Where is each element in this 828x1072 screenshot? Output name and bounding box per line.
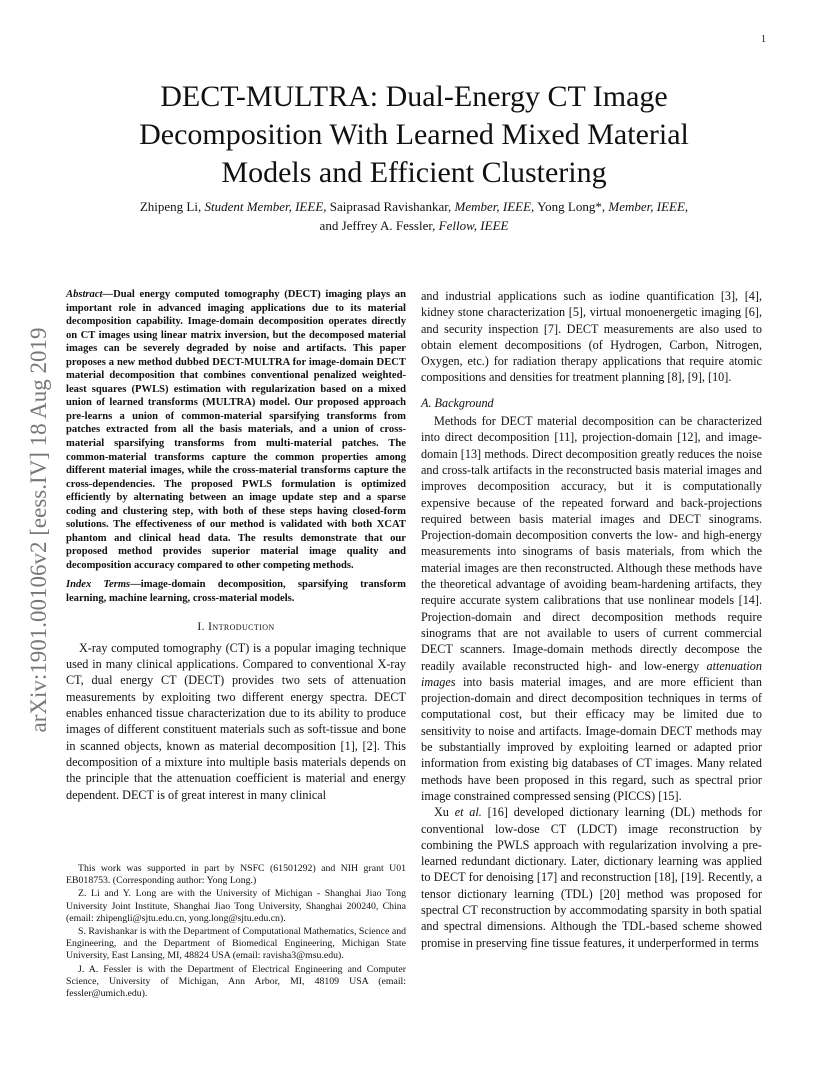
footnotes (66, 863, 406, 1001)
paper-title (0, 78, 828, 192)
text-run: [16] developed dictionary learning (DL) methods for conventional low-dose CT (LDCT) image reconstruction by combining the PWLS approach with regularization involving a pre-learned redundant dictionary. Later, dictionary learning was applied to DECT for denoising [17] and reconstruction [18], [19]. Recently, a tensor dictionary learning (TDL) [20] method was proposed for spectral CT reconstruction by accommodating sparsity in both spatial and spectral dimensions. Although the TDL-based scheme showed promise in preserving fine tissue features, it underperformed in terms (421, 805, 762, 950)
title-line: Decomposition With Learned Mixed Material (139, 118, 689, 151)
text-run: Methods for DECT material decomposition can be characterized into direct decomposition [11], projection-domain [12], and image-domain [13] methods. Direct decomposition greatly reduces the noise and cross-talk artifacts in the reconstructed basis material images and improves decomposition accuracy, but it is computationally expensive because of the repeated forward and back-projections required between basis material images and DECT sinograms. Projection-domain decomposition converts the low- and high-energy measurements into sinograms of basis materials, from which the material images are then reconstructed. Although these methods have the theoretical advantage of avoiding beam-hardening artifacts, they require accurate system calibrations that use nonlinear models [14]. Projection-domain and direct decomposition methods require sinograms that are not available to users of current commercial DECT scanners. Image-domain methods directly decompose the readily available reconstructed high- and low-energy (421, 414, 762, 673)
abstract (66, 288, 406, 572)
left-column (66, 288, 406, 803)
index-terms (66, 578, 406, 605)
author-name: Yong Long*, (537, 199, 606, 214)
subsection-heading: A. Background (421, 395, 494, 410)
author-line (0, 216, 828, 235)
emphasis: et al. (454, 805, 482, 820)
author-list (0, 197, 828, 235)
footnote: Z. Li and Y. Long are with the University of Michigan - Shanghai Jiao Tong University Joint Institute, Shanghai Jiao Tong University, Shanghai 200240, China (email: zhipengli@sjtu.edu.cn, yong.long@sjtu.edu.cn). (66, 888, 406, 924)
emphasis: attenuation images (421, 658, 762, 689)
body-paragraph (421, 804, 762, 951)
index-terms-label: Index Terms (66, 579, 131, 591)
arxiv-stamp-text: arXiv:1901.00106v2 [eess.IV] 18 Aug 2019 (26, 327, 51, 733)
footnote: S. Ravishankar is with the Department of Computational Mathematics, Science and Engineering, and the Department of Biomedical Engineering, Michigan State University, East Lansing, MI, 48824 USA (email: ravisha3@msu.edu). (66, 926, 406, 962)
author-role: Member, IEEE, (608, 199, 689, 214)
author-name: Zhipeng Li, (139, 199, 202, 214)
text-run: into basis material images, and are more efficient than projection-domain and direct decomposition techniques in terms of computational cost, but their efficacy may be limited due to sensitivity to noise and artifacts. Image-domain DECT methods may be substantially improved by exploiting learned or adapted prior information from existing big databases of CT images. Many related methods have been proposed in this regard, such as spectral prior image constrained compressed sensing (PICCS) [15]. (421, 674, 762, 803)
author-role: Member, IEEE, (454, 199, 535, 214)
title-line: Models and Efficient Clustering (221, 156, 607, 189)
author-name: and Jeffrey A. Fessler, (319, 218, 436, 233)
body-paragraph: and industrial applications such as iodine quantification [3], [4], kidney stone characterization [5], virtual monoenergetic imaging [6], and security inspection [7]. DECT measurements are also used to obtain element decompositions (of Hydrogen, Carbon, Nitrogen, Oxygen, etc.) for radiation therapy applications that require atomic compositions and densities for treatment planning [8], [9], [10]. (421, 289, 762, 385)
section-heading: I. Introduction (197, 620, 275, 633)
abstract-text: —Dual energy computed tomography (DECT) imaging plays an important role in advanced imaging applications due to its material decomposition capability. Image-domain decomposition operates directly on CT images using linear matrix inversion, but the decomposed material images can be severely degraded by noise and artifacts. This paper proposes a new method dubbed DECT-MULTRA for image-domain DECT material decomposition that combines conventional penalized weighted-least squares (PWLS) estimation with regularization based on a mixed union of learned transforms (MULTRA) model. Our proposed approach pre-learns a union of common-material sparsifying transforms from patches extracted from all the basis materials, and a union of cross-material sparsifying transforms from multi-material patches. The common-material transforms capture the common properties among different material images, while the cross-material transforms capture the cross-dependencies. The proposed PWLS formulation is optimized efficiently by alternating between an image update step and a sparse coding and clustering step, with both of these steps having closed-form solutions. The effectiveness of our method is validated with both XCAT phantom and clinical head data. The results demonstrate that our proposed method provides superior material image quality and decomposition accuracy compared to other competing methods. (66, 289, 406, 571)
author-name: Saiprasad Ravishankar, (329, 199, 452, 214)
index-terms-text: —image-domain decomposition, sparsifying transform learning, machine learning, cross-material models. (66, 579, 406, 605)
abstract-label: Abstract (66, 289, 103, 300)
author-role: Fellow, IEEE (438, 218, 509, 233)
footnote: J. A. Fessler is with the Department of Electrical Engineering and Computer Science, University of Michigan, Ann Arbor, MI, 48109 USA (email: fessler@umich.edu). (66, 963, 406, 1000)
intro-paragraph: X-ray computed tomography (CT) is a popular imaging technique used in many clinical applications. Compared to conventional X-ray CT, dual energy CT (DECT) provides two sets of attenuation measurements by exploiting two different energy spectra. DECT enables enhanced tissue characterization due to its ability to produce images of different constituent materials such as soft-tissue and bone in scanned objects, known as material decomposition [1], [2]. This decomposition of a mixture into multiple basis materials depends on the principle that the attenuation coefficient is material and energy dependent. DECT is of great interest in many clinical (66, 640, 406, 802)
arxiv-stamp (22, 280, 56, 780)
text-run: Xu (434, 805, 455, 820)
footnote: This work was supported in part by NSFC (61501292) and NIH grant U01 EB018753. (Corresponding author: Yong Long.) (66, 863, 406, 887)
author-role: Student Member, IEEE, (204, 199, 327, 214)
title-line: DECT-MULTRA: Dual-Energy CT Image (160, 80, 668, 113)
body-paragraph (421, 413, 762, 804)
author-line (0, 197, 828, 216)
page-number: 1 (761, 34, 766, 45)
right-column (421, 288, 762, 951)
